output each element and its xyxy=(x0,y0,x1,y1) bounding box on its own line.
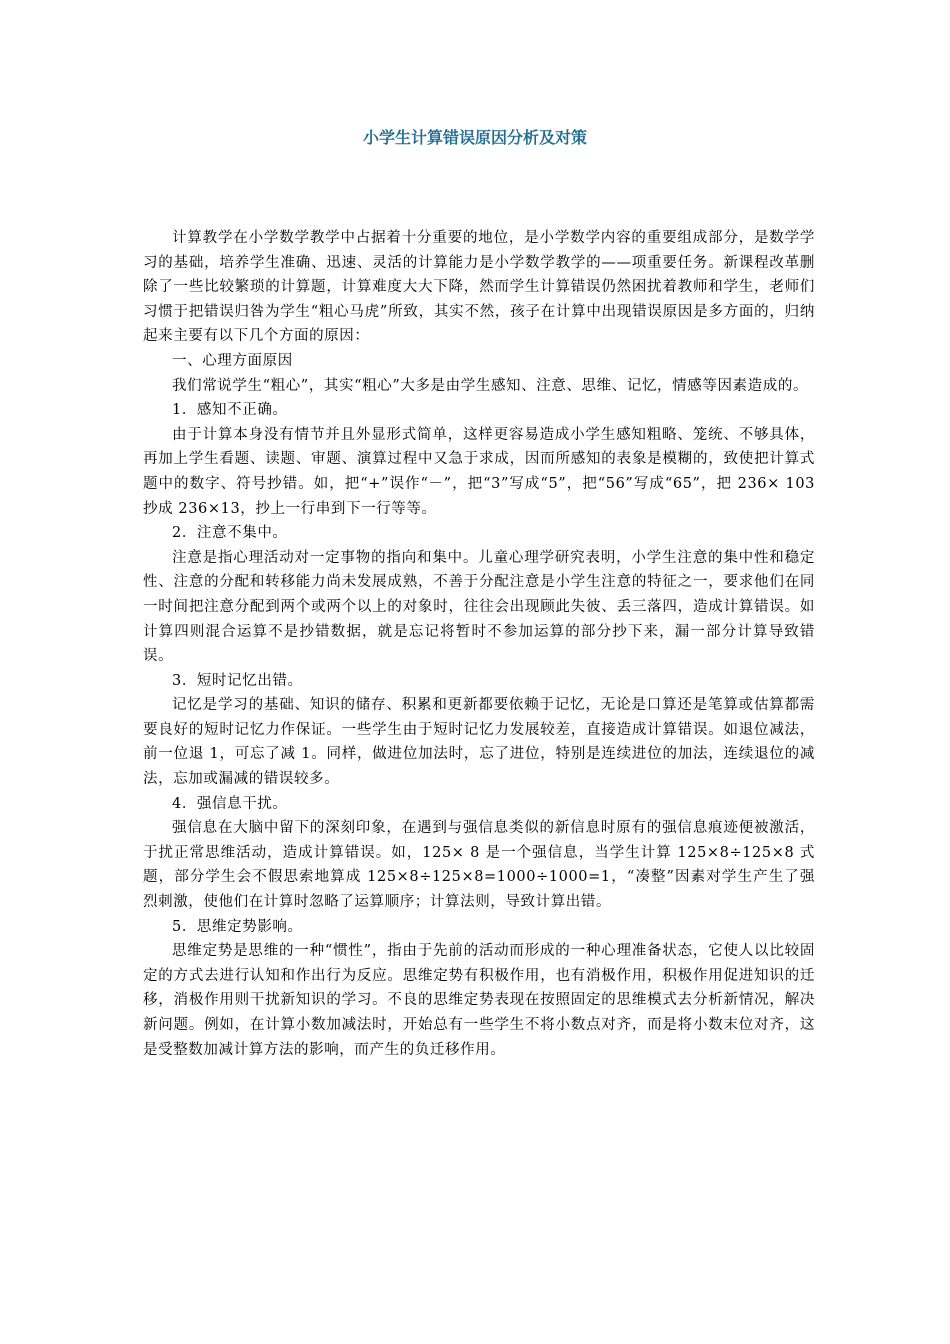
subheading-attention: 2．注意不集中。 xyxy=(172,525,288,542)
document-title: 小学生计算错误原因分析及对策 xyxy=(362,128,587,147)
section-intro-paragraph: 我们常说学生“粗心”，其实“粗心”大多是由学生感知、注意、思维、记忆，情感等因素造成的。 xyxy=(172,377,809,394)
paragraph-memory: 记忆是学习的基础、知识的储存、积累和更新都要依赖于记忆，无论是口算还是笔算或估算都需要良好的短时记忆力作保证。一些学生由于短时记忆力发展较差，直接造成计算错误。如退位减法，前一位退 1，可忘了减 1。同样，做进位加法时，忘了进位，特别是连续进位的加法，连续退位的减法，忘加或漏减的错误较多。 xyxy=(143,697,815,788)
section-heading-psychology: 一、心理方面原因 xyxy=(172,352,293,369)
subheading-interference: 4．强信息干扰。 xyxy=(172,795,288,812)
intro-paragraph: 计算教学在小学数学教学中占据着十分重要的地位，是小学数学内容的重要组成部分，是数学学习的基础，培养学生准确、迅速、灵活的计算能力是小学数学教学的——项重要任务。新课程改革删除了一些比较繁琐的计算题，计算难度大大下降，然而学生计算错误仍然困扰着教师和学生，老师们习惯于把错误归咎为学生“粗心马虎”所致，其实不然，孩子在计算中出现错误原因是多方面的，归纳起来主要有以下几个方面的原因： xyxy=(143,230,815,345)
subheading-memory: 3．短时记忆出错。 xyxy=(172,672,303,689)
subheading-mindset: 5．思维定势影响。 xyxy=(172,918,303,935)
subheading-perception: 1．感知不正确。 xyxy=(172,402,288,419)
document-body xyxy=(143,226,815,1062)
paragraph-attention: 注意是指心理活动对一定事物的指向和集中。儿童心理学研究表明，小学生注意的集中性和稳定性、注意的分配和转移能力尚未发展成熟，不善于分配注意是小学生注意的特征之一，要求他们在同一时间把注意分配到两个或两个以上的对象时，往往会出现顾此失彼、丢三落四，造成计算错误。如计算四则混合运算不是抄错数据，就是忘记将暂时不参加运算的部分抄下来，漏一部分计算导致错误。 xyxy=(143,549,815,665)
paragraph-perception: 由于计算本身没有情节并且外显形式简单，这样更容易造成小学生感知粗略、笼统、不够具体，再加上学生看题、读题、审题、演算过程中又急于求成，因而所感知的表象是模糊的，致使把计算式题中的数字、符号抄错。如，把“+”误作“－”，把“3”写成“5”，把“56”写成“65”，把 236× 103 抄成 236×13，抄上一行串到下一行等等。 xyxy=(143,426,815,517)
paragraph-interference: 强信息在大脑中留下的深刻印象，在遇到与强信息类似的新信息时原有的强信息痕迹便被激活，于扰正常思维活动，造成计算错误。如，125× 8 是一个强信息，当学生计算 125×8÷125×8 式题，部分学生会不假思索地算成 125×8÷125×8=1000÷1000=1，“凑整”因素对学生产生了强烈刺激，使他们在计算时忽略了运算顺序；计算法则，导致计算出错。 xyxy=(143,820,815,911)
paragraph-mindset: 思维定势是思维的一种“惯性”，指由于先前的活动而形成的一种心理准备状态，它使人以比较固定的方式去进行认知和作出行为反应。思维定势有积极作用，也有消极作用，积极作用促进知识的迁移，消极作用则干扰新知识的学习。不良的思维定势表现在按照固定的思维模式去分析新情况，解决新问题。例如，在计算小数加减法时，开始总有一些学生不将小数点对齐，而是将小数末位对齐，这是受整数加减计算方法的影响，而产生的负迁移作用。 xyxy=(143,943,815,1058)
